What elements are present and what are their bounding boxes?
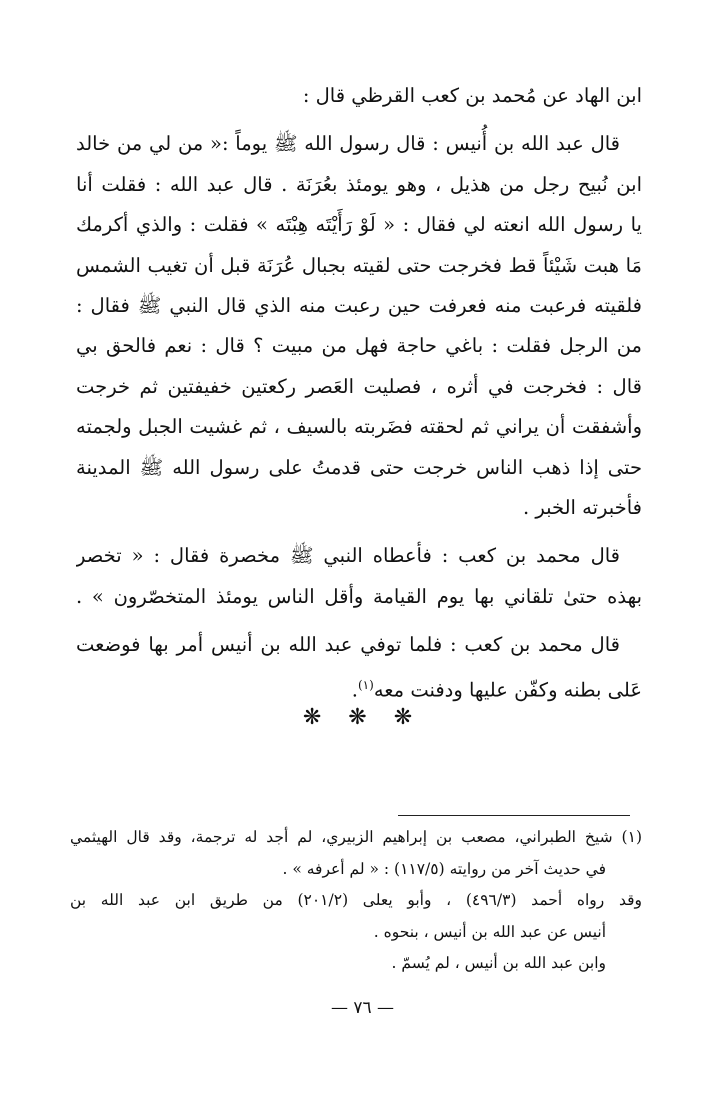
text-line: قال : فخرجت في أثره ، فصليت العَصر ركعتين خفيفتين ثم خرجت (76, 374, 642, 398)
text-line: قال محمد بن كعب : فلما توفي عبد الله بن أنيس أمر بها فوضعت (76, 633, 620, 657)
text-line: حتى إذا ذهب الناس خرجت حتى قدمتُ على رسول الله ﷺ المدينة (76, 455, 642, 479)
footnote-line: (١) شيخ الطبراني، مصعب بن إبراهيم الزبيري، لم أجد له ترجمة، وقد قال الهيثمي (70, 828, 642, 846)
text-line: وأشفقت أن يراني ثم لحقته فضَربته بالسيف ، ثم غشيت الجبل ولجمته (76, 415, 642, 439)
footnote-line: وابن عبد الله بن أنيس ، لم يُسمّ . (391, 954, 606, 972)
text-line: ابن نُبيح رجل من هذيل ، وهو يومئذ بعُرَنَة . قال عبد الله : فقلت أنا (76, 172, 642, 196)
text-line: ابن الهاد عن مُحمد بن كعب القرظي قال : (302, 84, 642, 107)
text-line: بهذه حتىٰ تلقاني بها يوم القيامة وأقل الناس يومئذ المتخصّرون » . (76, 584, 642, 608)
text-line: قال محمد بن كعب : فأعطاه النبي ﷺ مخصرة فقال : « تخصر (76, 544, 620, 568)
page-number: — ٧٦ — (330, 998, 395, 1018)
text-line: من الرجل فقلت : باغي حاجة فهل من مبيت ؟ قال : نعم فالحق بي (76, 334, 642, 358)
footnote-line: في حديث آخر من روايته (١١٧/٥) : « لم أعرفه » . (282, 859, 606, 878)
main-text (76, 76, 642, 706)
text-line: مَا هبت شَيْئاً قط فخرجت حتى لقيته بجبال عُرَنَة قبل أن تغيب الشمس (76, 253, 642, 277)
text-line: فلقيته فرعبت منه فعرفت حين رعبت منه الذي قال النبي ﷺ فقال : (76, 293, 642, 317)
footnote-marker[interactable]: (١) (357, 678, 374, 693)
text-line-body: عَلى بطنه وكفّن عليها ودفنت معه (373, 678, 642, 702)
text-line (76, 665, 642, 705)
footnote-rule (398, 815, 630, 816)
text-line-end: . (351, 678, 358, 702)
section-divider-stars: ❋ ❋ ❋ (302, 705, 423, 730)
text-line: يا رسول الله انعته لي فقال : « لَوْ رَأَيْتَه هِبْتَه » فقلت : والذي أكرمك (76, 213, 642, 237)
text-line: فأخبرته الخبر . (522, 495, 642, 519)
footnote-line: وقد رواه أحمد (٤٩٦/٣) ، وأبو يعلى (٢٠١/٢) من طريق ابن عبد الله بن (70, 891, 642, 909)
footnote-line: أنيس عن عبد الله بن أنيس ، بنحوه . (373, 922, 606, 941)
text-line: قال عبد الله بن أُنيس : قال رسول الله ﷺ يوماً :« من لي من خالد (76, 132, 620, 156)
footnotes (70, 822, 642, 980)
